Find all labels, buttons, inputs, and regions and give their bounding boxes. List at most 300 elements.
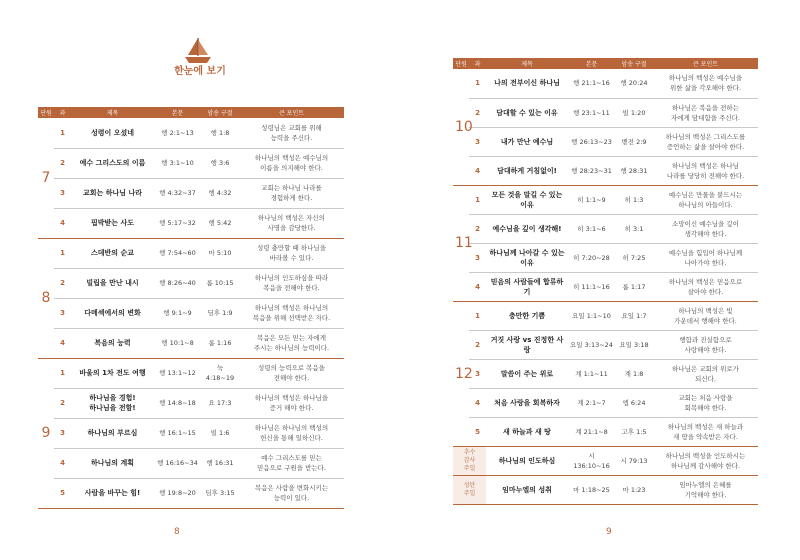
lesson-title <box>486 446 568 475</box>
bible-text <box>568 98 615 127</box>
text-line: 사람을 바꾸는 힘! <box>84 489 141 497</box>
text-line: 성령 충만할 때 하나님을 <box>257 244 326 252</box>
text-line: 하나님의 백성을 인도하시는 <box>665 451 746 460</box>
table-row <box>38 238 344 268</box>
text-line: 4 <box>60 459 65 467</box>
big-point <box>239 478 344 508</box>
lesson-title <box>486 475 568 504</box>
text-line: 경험하게 한다. <box>270 194 313 202</box>
lesson-number <box>469 156 486 185</box>
bible-text <box>568 127 615 156</box>
big-point <box>653 272 758 301</box>
lesson-number <box>469 69 486 98</box>
text-line: 5 <box>60 489 65 497</box>
text-line: 1 <box>475 311 480 320</box>
text-line: 벧전 2:9 <box>621 137 647 146</box>
bible-text <box>568 446 615 475</box>
text-line: 바울의 1차 전도 여행 <box>79 369 146 377</box>
table-row <box>453 243 758 272</box>
text-line: 계 21:1~8 <box>575 427 608 436</box>
text-line: 행 9:1~9 <box>163 309 192 317</box>
text-line: 하나님의 부르심 <box>87 429 138 437</box>
text-line: 고후 1:5 <box>621 427 647 436</box>
col-lesson: 과 <box>469 58 486 69</box>
lesson-title <box>486 127 568 156</box>
table-row <box>453 69 758 98</box>
bible-text <box>154 478 201 508</box>
lesson-title <box>486 417 568 446</box>
text-line: 하나님의 아들이다. <box>678 200 733 209</box>
lesson-number <box>54 418 71 448</box>
memory-verse <box>201 328 239 358</box>
lesson-number <box>54 478 71 508</box>
text-line: 행 5:42 <box>208 219 232 227</box>
text-line: 나라를 당당히 전해야 한다. <box>666 171 745 180</box>
text-line: 하나님의 백성은 그리스도를 <box>665 132 746 141</box>
text-line: 히 7:20~28 <box>573 253 610 262</box>
text-line: 하나님의 백성은 새 하늘과 <box>667 422 744 431</box>
text-line: 1 <box>60 249 65 257</box>
text-line: 행 3:1~10 <box>161 159 194 167</box>
text-line: 행 8:26~40 <box>159 279 196 287</box>
text-line: 교회는 처음 사랑을 <box>678 393 733 402</box>
special-sunday-label <box>453 446 486 475</box>
memory-verse <box>615 214 653 243</box>
text-line: 행 13:1~12 <box>159 369 196 377</box>
text-line: 교회는 하나님 나라를 <box>261 184 322 192</box>
bible-text <box>568 417 615 446</box>
bible-text <box>154 358 201 388</box>
col-lesson: 과 <box>54 107 71 118</box>
text-line: 예수님을 깊이 생각해! <box>492 224 562 233</box>
lesson-title <box>71 178 154 208</box>
text-line: 예수 그리스도를 믿는 <box>261 454 322 462</box>
col-verse: 암송 구절 <box>201 107 239 118</box>
table-row <box>38 178 344 208</box>
text-line: 1 <box>60 369 65 377</box>
text-line: 하나님의 계획 <box>90 459 134 467</box>
table-row <box>453 301 758 330</box>
col-text: 본문 <box>568 58 615 69</box>
text-line: 처음 사랑을 회복하자 <box>494 398 560 407</box>
big-point <box>239 148 344 178</box>
text-line: 하나님의 백성은 하나님 <box>672 161 739 170</box>
big-point <box>653 388 758 417</box>
text-line: 하나님께 나아갈 수 있는 <box>489 248 565 257</box>
lesson-title <box>71 358 154 388</box>
text-line: 성령이 오셨네 <box>90 128 134 137</box>
text-line: 주일 <box>463 489 476 497</box>
text-line: 빌립을 만난 내시 <box>86 279 139 287</box>
lesson-number <box>469 388 486 417</box>
text-line: 주일 <box>463 464 476 472</box>
big-point <box>653 301 758 330</box>
bible-text <box>154 418 201 448</box>
text-line: 시 136:10~16 <box>573 451 610 470</box>
bible-text <box>568 243 615 272</box>
special-sunday-label <box>453 475 486 504</box>
text-line: 회복해야 한다. <box>684 403 727 412</box>
text-line: 행 14:8~18 <box>159 399 196 407</box>
big-point <box>239 418 344 448</box>
bible-text <box>568 359 615 388</box>
text-line: 2 <box>475 340 480 349</box>
text-line: 복음을 전해야 한다. <box>263 284 320 292</box>
text-line: 롬 10:15 <box>206 279 234 287</box>
lesson-title <box>486 359 568 388</box>
table-row <box>453 417 758 446</box>
text-line: 롬 1:17 <box>622 282 646 291</box>
text-line: 핍박받는 사도 <box>90 219 134 227</box>
text-line: 능력이 있다. <box>273 494 310 502</box>
memory-verse <box>201 268 239 298</box>
big-point <box>653 475 758 504</box>
text-line: 스데반의 순교 <box>90 249 134 257</box>
text-line: 2 <box>60 279 65 287</box>
bible-text <box>568 185 615 214</box>
text-line: 새 땅을 약속받은 자다. <box>673 432 738 441</box>
lesson-number <box>54 208 71 238</box>
text-line: 3 <box>475 253 480 262</box>
table-row <box>453 185 758 214</box>
table-row <box>453 272 758 301</box>
lesson-title <box>486 330 568 359</box>
text-line: 헌신을 통해 일하신다. <box>260 434 323 442</box>
text-line: 성령님은 교회를 위해 <box>261 123 322 132</box>
text-line: 3 <box>60 429 65 437</box>
text-line: 행 16:1~15 <box>159 429 196 437</box>
text-line: 히 3:1~6 <box>577 224 606 233</box>
text-line: 히 1:3 <box>624 195 644 204</box>
text-line: 담대할 수 있는 이유 <box>496 108 558 117</box>
text-line: 되신다. <box>695 374 716 383</box>
memory-verse <box>615 330 653 359</box>
text-line: 하나님은 하나님의 백성의 <box>254 424 329 432</box>
text-line: 성령의 능력으로 복음을 <box>258 364 325 372</box>
text-line: 하나님의 백성은 하나님의 <box>254 304 329 312</box>
col-title: 제목 <box>486 58 568 69</box>
text-line: 하나님의 백성은 하나님을 <box>254 394 329 402</box>
text-line: 요 17:3 <box>208 399 232 407</box>
text-line: 요일 3:18 <box>619 340 649 349</box>
text-line: 1 <box>475 79 480 88</box>
text-line: 행함과 진실함으로 <box>679 335 732 344</box>
table-row <box>453 214 758 243</box>
unit-number <box>453 301 473 446</box>
text-line: 감사 <box>463 456 476 464</box>
bible-text <box>568 214 615 243</box>
big-point <box>239 388 344 418</box>
lesson-number <box>54 328 71 358</box>
schedule-table-left <box>38 107 344 509</box>
text-line: 롬 1:16 <box>208 339 232 347</box>
big-point <box>239 358 344 388</box>
lesson-title <box>71 238 154 268</box>
big-point <box>239 268 344 298</box>
big-point <box>653 98 758 127</box>
text-line: 전해야 한다. <box>273 374 310 382</box>
text-line: 복음은 사람을 변화시키는 <box>254 484 329 492</box>
lesson-title <box>486 301 568 330</box>
text-line: 2 <box>60 399 65 407</box>
bible-text <box>568 301 615 330</box>
text-line: 행 26:13~23 <box>571 137 612 146</box>
lesson-title <box>71 328 154 358</box>
bible-text <box>154 388 201 418</box>
table-row <box>453 156 758 185</box>
big-point <box>239 238 344 268</box>
table-row <box>453 359 758 388</box>
bible-text <box>154 178 201 208</box>
text-line: 행 5:17~32 <box>159 219 196 227</box>
big-point <box>239 178 344 208</box>
memory-verse <box>201 148 239 178</box>
col-unit: 단원 <box>38 107 54 118</box>
text-line: 요일 1:1~10 <box>572 311 611 320</box>
text-line: 다메섹에서의 변화 <box>84 309 141 317</box>
lesson-number <box>54 148 71 178</box>
text-line: 행 20:24 <box>620 79 648 88</box>
text-line: 마 1:23 <box>622 485 646 494</box>
special-row <box>453 475 758 504</box>
text-line: 눅 4:18~19 <box>205 364 235 382</box>
text-line: 히 7:25 <box>622 253 646 262</box>
text-line: 나의 전부이신 하나님 <box>494 79 560 88</box>
table-row <box>38 208 344 238</box>
memory-verse <box>201 418 239 448</box>
memory-verse <box>201 178 239 208</box>
memory-verse <box>201 118 239 148</box>
big-point <box>653 185 758 214</box>
bible-text <box>568 69 615 98</box>
text-line: 충만한 기쁨 <box>508 311 546 320</box>
text-line: 모든 것을 말길 수 있는 <box>491 190 563 199</box>
memory-verse <box>615 417 653 446</box>
memory-verse <box>615 272 653 301</box>
text-line: 복음을 위해 선택받은 자다. <box>252 314 331 322</box>
lesson-title <box>486 214 568 243</box>
lesson-title <box>71 268 154 298</box>
memory-verse <box>615 156 653 185</box>
memory-verse <box>201 448 239 478</box>
col-unit: 단원 <box>453 58 469 69</box>
bible-text <box>568 388 615 417</box>
text-line: 3 <box>475 137 480 146</box>
lesson-number <box>54 178 71 208</box>
col-point: 큰 포인트 <box>239 107 344 118</box>
text-line: 히 1:1~9 <box>577 195 606 204</box>
text-line: 복음의 능력 <box>94 339 131 347</box>
lesson-number <box>469 272 486 301</box>
lesson-title <box>71 148 154 178</box>
schedule-table-right <box>453 58 758 505</box>
text-line: 마 1:18~25 <box>573 485 610 494</box>
text-line: 내가 만난 예수님 <box>500 137 554 146</box>
text-line: 하나님을 전함! <box>89 404 136 412</box>
text-line: 예수님은 만물을 붙드시는 <box>668 190 743 199</box>
lesson-title <box>71 118 154 148</box>
text-line: 성탄 <box>463 481 476 489</box>
col-title: 제목 <box>71 107 154 118</box>
memory-verse <box>615 301 653 330</box>
lesson-number <box>54 298 71 328</box>
big-point <box>653 359 758 388</box>
right-page <box>400 0 800 560</box>
text-line: 행 7:54~60 <box>159 249 196 257</box>
text-line: 8 <box>41 290 51 306</box>
memory-verse <box>201 388 239 418</box>
bible-text <box>154 328 201 358</box>
text-line: 하나님은 복음을 전하는 <box>672 103 739 112</box>
table-row <box>38 388 344 418</box>
table-row <box>453 388 758 417</box>
memory-verse <box>201 358 239 388</box>
text-line: 4 <box>475 398 480 407</box>
text-line: 하나님은 교회의 위로가 <box>672 364 739 373</box>
memory-verse <box>201 478 239 508</box>
memory-verse <box>615 388 653 417</box>
text-line: 임마누엘의 은혜를 <box>679 480 732 489</box>
text-line: 예수 그리스도의 이름 <box>79 159 146 167</box>
text-line: 하나님의 인도하심 <box>498 456 556 465</box>
text-line: 이유 <box>520 258 534 267</box>
text-line: 새 하늘과 새 땅 <box>503 427 551 436</box>
text-line: 3 <box>60 309 65 317</box>
table-row <box>38 118 344 148</box>
text-line: 이름을 의지해야 한다. <box>260 164 323 172</box>
table-row <box>38 448 344 478</box>
text-line: 4 <box>60 339 65 347</box>
lesson-title <box>486 69 568 98</box>
text-line: 요일 3:13~24 <box>570 340 613 349</box>
memory-verse <box>615 69 653 98</box>
text-line: 자에게 담대함을 주신다. <box>671 113 740 122</box>
text-line: 딤후 1:9 <box>207 309 233 317</box>
page-title: 한눈에 보기 <box>174 66 226 77</box>
table-row <box>38 328 344 358</box>
text-line: 예수님을 힘입어 하나님께 <box>668 248 743 257</box>
text-line: 하나님을 경험! <box>89 394 136 402</box>
text-line: 행 2:1~13 <box>161 128 194 137</box>
table-row <box>453 98 758 127</box>
table-row <box>453 330 758 359</box>
text-line: 행 23:1~11 <box>573 108 610 117</box>
bible-text <box>154 148 201 178</box>
text-line: 하나님의 인도하심을 따라 <box>254 274 329 282</box>
text-line: 빌 1:6 <box>210 429 230 437</box>
bible-text <box>568 272 615 301</box>
text-line: 하나님의 백성은 예수님의 <box>254 154 329 162</box>
lesson-title <box>71 388 154 418</box>
lesson-number <box>54 268 71 298</box>
bible-text <box>154 238 201 268</box>
text-line: 하나님의 백성은 예수님을 <box>668 74 743 83</box>
col-point: 큰 포인트 <box>653 58 758 69</box>
big-point <box>653 330 758 359</box>
memory-verse <box>201 208 239 238</box>
text-line: 히 3:1 <box>624 224 644 233</box>
table-row <box>38 268 344 298</box>
memory-verse <box>615 243 653 272</box>
memory-verse <box>615 98 653 127</box>
text-line: 담대하게 거침없이! <box>497 166 557 175</box>
text-line: 가운데서 행해야 한다. <box>674 316 737 325</box>
text-line: 이유 <box>520 200 534 209</box>
bible-text <box>154 448 201 478</box>
unit-number <box>38 358 54 508</box>
text-line: 7 <box>41 169 51 186</box>
big-point <box>653 417 758 446</box>
text-line: 말씀이 주는 위로 <box>500 369 554 378</box>
text-line: 1 <box>60 128 65 137</box>
lesson-number <box>469 185 486 214</box>
lesson-title <box>486 185 568 214</box>
text-line: 마 5:10 <box>208 249 232 257</box>
memory-verse <box>615 475 653 504</box>
big-point <box>653 214 758 243</box>
unit-number <box>38 238 54 358</box>
lesson-number <box>469 417 486 446</box>
text-line: 바라볼 수 있다. <box>269 254 314 262</box>
bible-text <box>154 208 201 238</box>
lesson-number <box>54 448 71 478</box>
memory-verse <box>201 298 239 328</box>
text-line: 증거 해야 한다. <box>269 404 314 412</box>
text-line: 믿음으로 구원을 받는다. <box>257 464 326 472</box>
big-point <box>239 118 344 148</box>
text-line: 계 1:1~11 <box>575 369 608 378</box>
lesson-number <box>54 118 71 148</box>
unit-number <box>38 118 54 238</box>
lesson-number <box>54 388 71 418</box>
text-line: 딤후 3:15 <box>205 489 235 497</box>
text-line: 행 1:8 <box>210 128 230 137</box>
big-point <box>653 127 758 156</box>
table-header <box>453 58 758 69</box>
text-line: 행 28:23~31 <box>571 166 612 175</box>
lesson-title <box>71 478 154 508</box>
text-line: 사랑해야 한다. <box>684 345 727 354</box>
bible-text <box>568 330 615 359</box>
big-point <box>653 243 758 272</box>
text-line: 4 <box>60 219 65 227</box>
text-line: 하나님의 백성은 빛 <box>678 306 733 315</box>
text-line: 시 79:13 <box>620 456 648 465</box>
text-line: 복음은 모든 믿는 자에게 <box>257 334 326 342</box>
lesson-title <box>71 208 154 238</box>
col-verse: 암송 구절 <box>615 58 653 69</box>
text-line: 행 28:31 <box>620 166 648 175</box>
text-line: 행 16:16~34 <box>157 459 198 467</box>
lesson-title <box>486 98 568 127</box>
text-line: 소망이신 예수님을 깊이 <box>672 219 739 228</box>
big-point <box>239 448 344 478</box>
col-text: 본문 <box>154 107 201 118</box>
bible-text <box>154 118 201 148</box>
text-line: 2 <box>475 224 480 233</box>
lesson-number <box>54 358 71 388</box>
text-line: 행 19:8~20 <box>159 489 196 497</box>
table-row <box>38 298 344 328</box>
lesson-number <box>54 238 71 268</box>
text-line: 행 16:31 <box>206 459 234 467</box>
table-row <box>38 358 344 388</box>
text-line: 하나님의 백성은 자신의 <box>258 214 325 222</box>
text-line: 3 <box>60 189 65 197</box>
text-line: 빌 1:20 <box>622 108 646 117</box>
page-number-right: 9 <box>606 527 612 537</box>
lesson-title <box>486 243 568 272</box>
